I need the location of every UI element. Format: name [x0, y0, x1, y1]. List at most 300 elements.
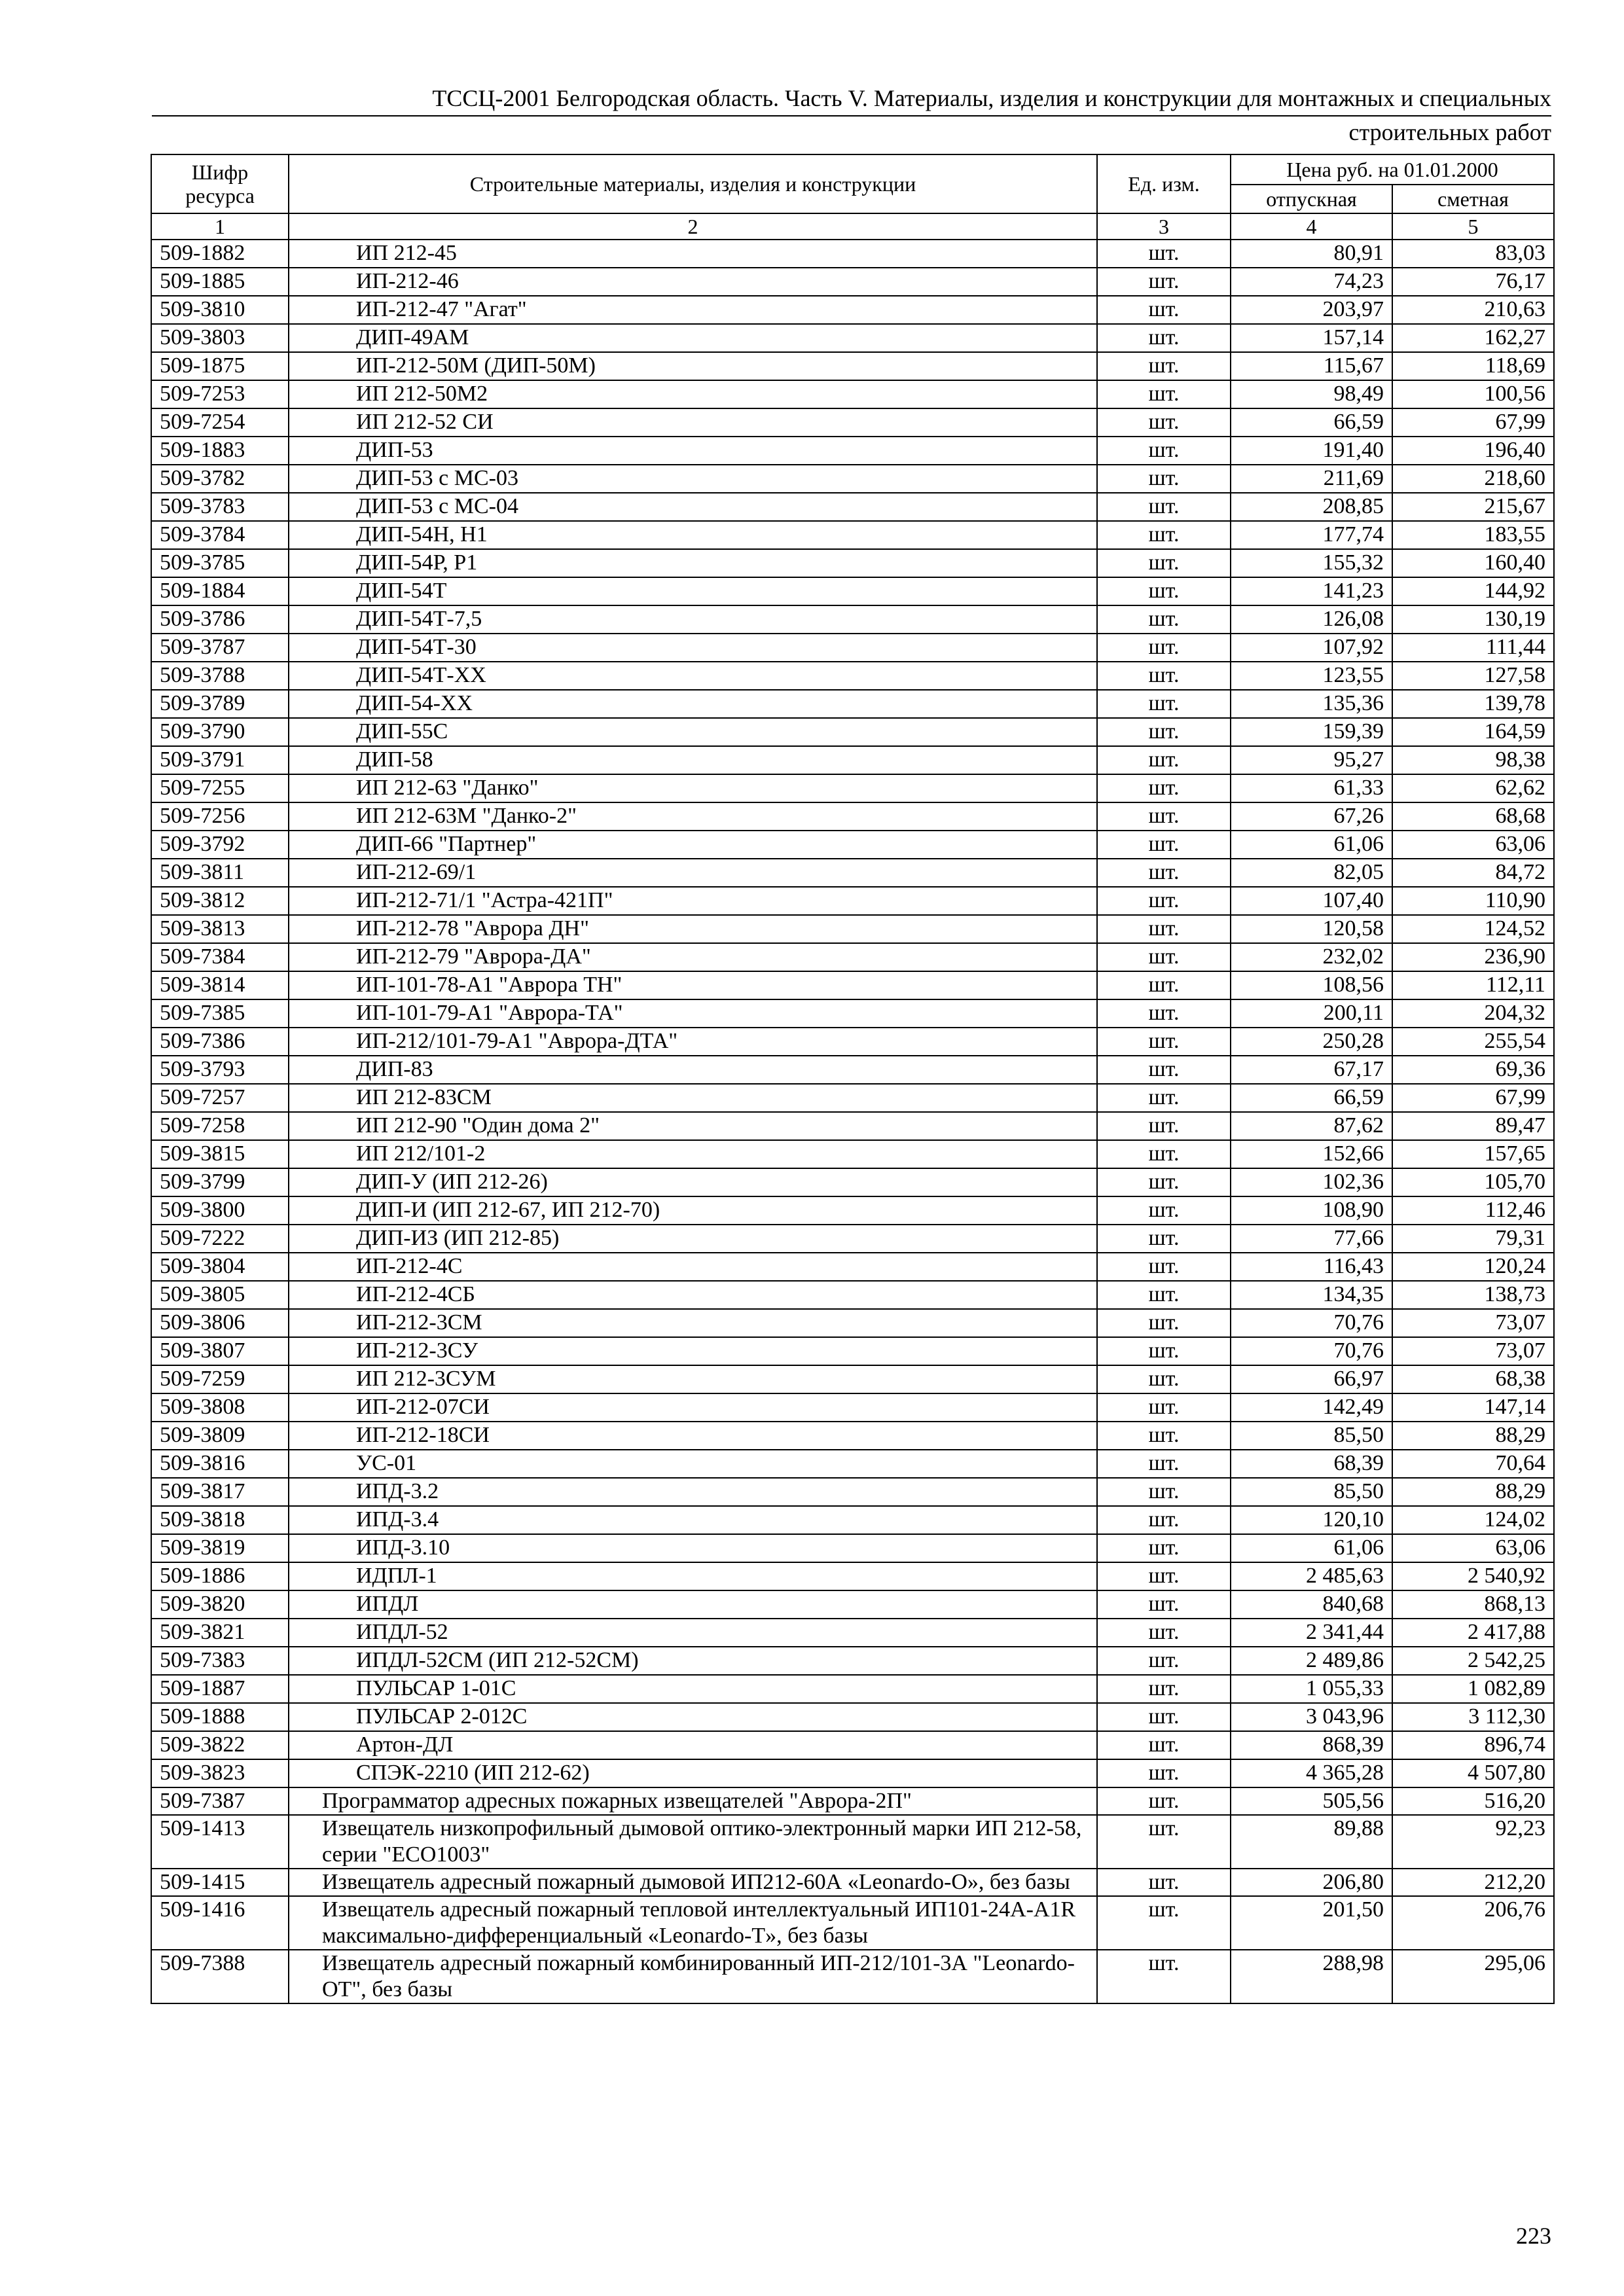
table-row — [151, 1950, 1554, 2003]
table-row — [151, 1422, 1554, 1450]
table-row — [151, 240, 1554, 268]
row-unit: шт. — [1097, 1140, 1231, 1168]
table-row — [151, 1112, 1554, 1140]
row-release-price: 211,69 — [1231, 465, 1392, 493]
row-estimate-price: 68,38 — [1392, 1365, 1554, 1393]
row-name: ДИП-54-ХХ — [289, 690, 1097, 718]
row-release-price: 70,76 — [1231, 1309, 1392, 1337]
row-unit: шт. — [1097, 1675, 1231, 1703]
row-code: 509-7256 — [151, 802, 289, 831]
table-row — [151, 352, 1554, 380]
header-release: отпускная — [1231, 185, 1392, 213]
header-rule — [152, 115, 1551, 117]
row-release-price: 108,90 — [1231, 1196, 1392, 1225]
row-unit: шт. — [1097, 1815, 1231, 1869]
row-release-price: 200,11 — [1231, 999, 1392, 1028]
row-release-price: 177,74 — [1231, 521, 1392, 549]
row-estimate-price: 105,70 — [1392, 1168, 1554, 1196]
row-release-price: 115,67 — [1231, 352, 1392, 380]
row-unit: шт. — [1097, 465, 1231, 493]
price-table — [151, 154, 1555, 2004]
row-code: 509-3816 — [151, 1450, 289, 1478]
row-unit: шт. — [1097, 1253, 1231, 1281]
row-release-price: 120,10 — [1231, 1506, 1392, 1534]
row-code: 509-3788 — [151, 662, 289, 690]
row-unit: шт. — [1097, 1422, 1231, 1450]
table-row — [151, 943, 1554, 971]
row-unit: шт. — [1097, 1112, 1231, 1140]
column-number: 2 — [289, 213, 1097, 240]
row-name: ИП 212-3СУМ — [289, 1365, 1097, 1393]
row-estimate-price: 868,13 — [1392, 1590, 1554, 1619]
row-unit: шт. — [1097, 718, 1231, 746]
row-name: Извещатель низкопрофильный дымовой оптико-электронный марки ИП 212-58, серии "ECO1003" — [289, 1815, 1097, 1869]
row-estimate-price: 139,78 — [1392, 690, 1554, 718]
row-release-price: 98,49 — [1231, 380, 1392, 408]
row-unit: шт. — [1097, 802, 1231, 831]
row-estimate-price: 98,38 — [1392, 746, 1554, 774]
row-name: Программатор адресных пожарных извещателей "Аврора-2П" — [289, 1787, 1097, 1815]
row-code: 509-3792 — [151, 831, 289, 859]
column-number: 1 — [151, 213, 289, 240]
row-release-price: 95,27 — [1231, 746, 1392, 774]
row-name: ИПД-3.10 — [289, 1534, 1097, 1562]
row-estimate-price: 67,99 — [1392, 1084, 1554, 1112]
header-title-line2: строительных работ — [1348, 119, 1551, 145]
row-estimate-price: 138,73 — [1392, 1281, 1554, 1309]
table-row — [151, 1534, 1554, 1562]
row-release-price: 61,06 — [1231, 1534, 1392, 1562]
row-estimate-price: 215,67 — [1392, 493, 1554, 521]
header-price: Цена руб. на 01.01.2000 — [1231, 154, 1554, 185]
row-unit: шт. — [1097, 1337, 1231, 1365]
row-release-price: 191,40 — [1231, 437, 1392, 465]
row-release-price: 107,40 — [1231, 887, 1392, 915]
row-name: ДИП-54Т — [289, 577, 1097, 605]
row-code: 509-7384 — [151, 943, 289, 971]
row-estimate-price: 73,07 — [1392, 1337, 1554, 1365]
row-code: 509-3822 — [151, 1731, 289, 1759]
table-row — [151, 1562, 1554, 1590]
row-unit: шт. — [1097, 1028, 1231, 1056]
row-estimate-price: 896,74 — [1392, 1731, 1554, 1759]
row-code: 509-3810 — [151, 296, 289, 324]
row-unit: шт. — [1097, 1759, 1231, 1787]
row-unit: шт. — [1097, 746, 1231, 774]
row-name: ДИП-И (ИП 212-67, ИП 212-70) — [289, 1196, 1097, 1225]
table-row — [151, 1759, 1554, 1787]
row-unit: шт. — [1097, 1590, 1231, 1619]
table-row — [151, 1815, 1554, 1869]
row-estimate-price: 92,23 — [1392, 1815, 1554, 1869]
row-unit: шт. — [1097, 662, 1231, 690]
row-code: 509-3783 — [151, 493, 289, 521]
row-code: 509-1887 — [151, 1675, 289, 1703]
row-release-price: 135,36 — [1231, 690, 1392, 718]
row-code: 509-1416 — [151, 1896, 289, 1950]
row-estimate-price: 2 417,88 — [1392, 1619, 1554, 1647]
table-row — [151, 465, 1554, 493]
row-code: 509-1415 — [151, 1869, 289, 1896]
row-name: ИП-212-4С — [289, 1253, 1097, 1281]
row-release-price: 2 341,44 — [1231, 1619, 1392, 1647]
row-estimate-price: 2 542,25 — [1392, 1647, 1554, 1675]
row-name: ДИП-54Т-7,5 — [289, 605, 1097, 634]
table-row — [151, 1225, 1554, 1253]
row-code: 509-3786 — [151, 605, 289, 634]
row-code: 509-7385 — [151, 999, 289, 1028]
row-unit: шт. — [1097, 408, 1231, 437]
row-unit: шт. — [1097, 240, 1231, 268]
row-unit: шт. — [1097, 1309, 1231, 1337]
row-name: ДИП-66 "Партнер" — [289, 831, 1097, 859]
table-row — [151, 802, 1554, 831]
row-unit: шт. — [1097, 296, 1231, 324]
row-unit: шт. — [1097, 324, 1231, 352]
row-release-price: 61,06 — [1231, 831, 1392, 859]
row-name: Извещатель адресный пожарный тепловой интеллектуальный ИП101-24А-A1R максимально-дифференциальный «Leonardo-T», без базы — [289, 1896, 1097, 1950]
table-row — [151, 1896, 1554, 1950]
row-estimate-price: 157,65 — [1392, 1140, 1554, 1168]
row-unit: шт. — [1097, 1869, 1231, 1896]
row-code: 509-3803 — [151, 324, 289, 352]
row-estimate-price: 112,11 — [1392, 971, 1554, 999]
row-estimate-price: 110,90 — [1392, 887, 1554, 915]
row-name: ДИП-49АМ — [289, 324, 1097, 352]
row-release-price: 67,17 — [1231, 1056, 1392, 1084]
row-release-price: 159,39 — [1231, 718, 1392, 746]
row-estimate-price: 120,24 — [1392, 1253, 1554, 1281]
row-release-price: 102,36 — [1231, 1168, 1392, 1196]
row-name: ПУЛЬСАР 1-01С — [289, 1675, 1097, 1703]
column-number: 5 — [1392, 213, 1554, 240]
row-release-price: 152,66 — [1231, 1140, 1392, 1168]
row-unit: шт. — [1097, 1950, 1231, 2003]
row-estimate-price: 89,47 — [1392, 1112, 1554, 1140]
row-name: Артон-ДЛ — [289, 1731, 1097, 1759]
row-release-price: 208,85 — [1231, 493, 1392, 521]
row-code: 509-7254 — [151, 408, 289, 437]
row-unit: шт. — [1097, 1731, 1231, 1759]
row-estimate-price: 67,99 — [1392, 408, 1554, 437]
table-row — [151, 887, 1554, 915]
table-row — [151, 1731, 1554, 1759]
row-name: ИП-212-46 — [289, 268, 1097, 296]
row-release-price: 250,28 — [1231, 1028, 1392, 1056]
row-name: ИП 212-63 "Данко" — [289, 774, 1097, 802]
table-row — [151, 1393, 1554, 1422]
row-code: 509-7253 — [151, 380, 289, 408]
row-release-price: 3 043,96 — [1231, 1703, 1392, 1731]
table-row — [151, 1450, 1554, 1478]
row-unit: шт. — [1097, 1506, 1231, 1534]
row-name: ИП-101-79-А1 "Аврора-ТА" — [289, 999, 1097, 1028]
row-name: ИП 212-52 СИ — [289, 408, 1097, 437]
table-row — [151, 915, 1554, 943]
table-row — [151, 549, 1554, 577]
row-unit: шт. — [1097, 437, 1231, 465]
row-name: УС-01 — [289, 1450, 1097, 1478]
row-name: ИПД-3.2 — [289, 1478, 1097, 1506]
row-name: ИПДЛ — [289, 1590, 1097, 1619]
table-row — [151, 605, 1554, 634]
row-estimate-price: 127,58 — [1392, 662, 1554, 690]
row-name: ИП-212/101-79-А1 "Аврора-ДТА" — [289, 1028, 1097, 1056]
row-release-price: 157,14 — [1231, 324, 1392, 352]
row-name: ИП-101-78-А1 "Аврора ТН" — [289, 971, 1097, 999]
page-header — [152, 84, 1551, 147]
row-estimate-price: 88,29 — [1392, 1422, 1554, 1450]
row-code: 509-7387 — [151, 1787, 289, 1815]
row-estimate-price: 3 112,30 — [1392, 1703, 1554, 1731]
row-name: ИП 212-83СМ — [289, 1084, 1097, 1112]
row-code: 509-3817 — [151, 1478, 289, 1506]
table-row — [151, 831, 1554, 859]
row-unit: шт. — [1097, 1787, 1231, 1815]
row-code: 509-3818 — [151, 1506, 289, 1534]
row-code: 509-3819 — [151, 1534, 289, 1562]
row-release-price: 2 485,63 — [1231, 1562, 1392, 1590]
row-estimate-price: 196,40 — [1392, 437, 1554, 465]
row-unit: шт. — [1097, 1196, 1231, 1225]
row-code: 509-3813 — [151, 915, 289, 943]
row-code: 509-3821 — [151, 1619, 289, 1647]
table-row — [151, 634, 1554, 662]
row-name: ДИП-53 с МС-03 — [289, 465, 1097, 493]
row-release-price: 66,97 — [1231, 1365, 1392, 1393]
row-release-price: 120,58 — [1231, 915, 1392, 943]
row-name: ДИП-54Т-30 — [289, 634, 1097, 662]
row-unit: шт. — [1097, 1450, 1231, 1478]
table-row — [151, 662, 1554, 690]
row-estimate-price: 100,56 — [1392, 380, 1554, 408]
table-row — [151, 1869, 1554, 1896]
row-code: 509-3782 — [151, 465, 289, 493]
row-estimate-price: 112,46 — [1392, 1196, 1554, 1225]
row-estimate-price: 68,68 — [1392, 802, 1554, 831]
row-code: 509-3787 — [151, 634, 289, 662]
row-code: 509-7388 — [151, 1950, 289, 2003]
row-estimate-price: 73,07 — [1392, 1309, 1554, 1337]
row-release-price: 505,56 — [1231, 1787, 1392, 1815]
row-unit: шт. — [1097, 493, 1231, 521]
header-name: Строительные материалы, изделия и конструкции — [289, 154, 1097, 213]
row-code: 509-1875 — [151, 352, 289, 380]
table-row — [151, 1281, 1554, 1309]
row-estimate-price: 2 540,92 — [1392, 1562, 1554, 1590]
row-code: 509-3800 — [151, 1196, 289, 1225]
row-release-price: 66,59 — [1231, 408, 1392, 437]
row-name: ДИП-53 — [289, 437, 1097, 465]
row-name: ИП-212-3СМ — [289, 1309, 1097, 1337]
row-code: 509-1884 — [151, 577, 289, 605]
table-row — [151, 1619, 1554, 1647]
table-row — [151, 493, 1554, 521]
table-row — [151, 380, 1554, 408]
table-body — [151, 240, 1554, 2003]
row-estimate-price: 84,72 — [1392, 859, 1554, 887]
row-release-price: 2 489,86 — [1231, 1647, 1392, 1675]
row-name: ПУЛЬСАР 2-012С — [289, 1703, 1097, 1731]
row-release-price: 840,68 — [1231, 1590, 1392, 1619]
row-code: 509-1882 — [151, 240, 289, 268]
row-code: 509-3805 — [151, 1281, 289, 1309]
row-name: ДИП-55С — [289, 718, 1097, 746]
row-unit: шт. — [1097, 1056, 1231, 1084]
column-numbers-row — [151, 213, 1554, 240]
row-code: 509-3789 — [151, 690, 289, 718]
row-estimate-price: 118,69 — [1392, 352, 1554, 380]
row-name: Извещатель адресный пожарный комбинированный ИП-212/101-3А "Leonardo-OT", без базы — [289, 1950, 1097, 2003]
table-row — [151, 1140, 1554, 1168]
row-unit: шт. — [1097, 1084, 1231, 1112]
row-release-price: 201,50 — [1231, 1896, 1392, 1950]
row-name: ИП 212-63М "Данко-2" — [289, 802, 1097, 831]
row-estimate-price: 76,17 — [1392, 268, 1554, 296]
row-name: ИП 212-50М2 — [289, 380, 1097, 408]
row-code: 509-7259 — [151, 1365, 289, 1393]
row-unit: шт. — [1097, 1896, 1231, 1950]
row-name: ИП-212-4СБ — [289, 1281, 1097, 1309]
row-code: 509-3806 — [151, 1309, 289, 1337]
row-name: ИП-212-69/1 — [289, 859, 1097, 887]
row-code: 509-7258 — [151, 1112, 289, 1140]
row-release-price: 87,62 — [1231, 1112, 1392, 1140]
row-release-price: 126,08 — [1231, 605, 1392, 634]
row-unit: шт. — [1097, 1168, 1231, 1196]
row-estimate-price: 70,64 — [1392, 1450, 1554, 1478]
row-code: 509-1413 — [151, 1815, 289, 1869]
row-estimate-price: 162,27 — [1392, 324, 1554, 352]
row-release-price: 116,43 — [1231, 1253, 1392, 1281]
row-release-price: 89,88 — [1231, 1815, 1392, 1869]
table-row — [151, 1253, 1554, 1281]
table-row — [151, 999, 1554, 1028]
table-row — [151, 1647, 1554, 1675]
row-name: ИП-212-50М (ДИП-50М) — [289, 352, 1097, 380]
row-code: 509-1886 — [151, 1562, 289, 1590]
row-name: ИП-212-79 "Аврора-ДА" — [289, 943, 1097, 971]
row-estimate-price: 69,36 — [1392, 1056, 1554, 1084]
row-unit: шт. — [1097, 831, 1231, 859]
row-release-price: 868,39 — [1231, 1731, 1392, 1759]
table-row — [151, 1590, 1554, 1619]
row-estimate-price: 130,19 — [1392, 605, 1554, 634]
row-estimate-price: 236,90 — [1392, 943, 1554, 971]
row-release-price: 141,23 — [1231, 577, 1392, 605]
row-name: ДИП-ИЗ (ИП 212-85) — [289, 1225, 1097, 1253]
row-release-price: 80,91 — [1231, 240, 1392, 268]
row-estimate-price: 124,02 — [1392, 1506, 1554, 1534]
row-unit: шт. — [1097, 549, 1231, 577]
table-row — [151, 577, 1554, 605]
row-estimate-price: 88,29 — [1392, 1478, 1554, 1506]
table-row — [151, 324, 1554, 352]
row-estimate-price: 147,14 — [1392, 1393, 1554, 1422]
row-estimate-price: 124,52 — [1392, 915, 1554, 943]
row-code: 509-7383 — [151, 1647, 289, 1675]
row-release-price: 67,26 — [1231, 802, 1392, 831]
row-estimate-price: 4 507,80 — [1392, 1759, 1554, 1787]
row-name: ИП-212-47 "Агат" — [289, 296, 1097, 324]
row-name: ДИП-58 — [289, 746, 1097, 774]
row-code: 509-3804 — [151, 1253, 289, 1281]
row-estimate-price: 164,59 — [1392, 718, 1554, 746]
table-row — [151, 296, 1554, 324]
row-code: 509-1888 — [151, 1703, 289, 1731]
row-code: 509-1883 — [151, 437, 289, 465]
row-release-price: 206,80 — [1231, 1869, 1392, 1896]
row-estimate-price: 63,06 — [1392, 1534, 1554, 1562]
table-row — [151, 1028, 1554, 1056]
row-code: 509-3811 — [151, 859, 289, 887]
row-release-price: 82,05 — [1231, 859, 1392, 887]
column-number: 3 — [1097, 213, 1231, 240]
table-row — [151, 1365, 1554, 1393]
row-unit: шт. — [1097, 887, 1231, 915]
row-release-price: 68,39 — [1231, 1450, 1392, 1478]
row-code: 509-3808 — [151, 1393, 289, 1422]
row-name: Извещатель адресный пожарный дымовой ИП212-60А «Leonardo-O», без базы — [289, 1869, 1097, 1896]
row-release-price: 288,98 — [1231, 1950, 1392, 2003]
row-code: 509-7255 — [151, 774, 289, 802]
row-code: 509-1885 — [151, 268, 289, 296]
table-row — [151, 971, 1554, 999]
table-row — [151, 1787, 1554, 1815]
table-row — [151, 690, 1554, 718]
row-unit: шт. — [1097, 521, 1231, 549]
row-estimate-price: 83,03 — [1392, 240, 1554, 268]
row-unit: шт. — [1097, 1393, 1231, 1422]
row-release-price: 203,97 — [1231, 296, 1392, 324]
row-estimate-price: 160,40 — [1392, 549, 1554, 577]
row-name: ИДПЛ-1 — [289, 1562, 1097, 1590]
row-estimate-price: 255,54 — [1392, 1028, 1554, 1056]
row-name: ИП 212-45 — [289, 240, 1097, 268]
table-row — [151, 718, 1554, 746]
row-code: 509-3784 — [151, 521, 289, 549]
row-name: ИПДЛ-52СМ (ИП 212-52СМ) — [289, 1647, 1097, 1675]
row-name: ИП-212-07СИ — [289, 1393, 1097, 1422]
row-unit: шт. — [1097, 915, 1231, 943]
row-unit: шт. — [1097, 1619, 1231, 1647]
row-code: 509-3791 — [151, 746, 289, 774]
page-number: 223 — [1516, 2223, 1551, 2249]
row-release-price: 232,02 — [1231, 943, 1392, 971]
row-unit: шт. — [1097, 634, 1231, 662]
row-release-price: 70,76 — [1231, 1337, 1392, 1365]
row-unit: шт. — [1097, 943, 1231, 971]
row-estimate-price: 218,60 — [1392, 465, 1554, 493]
row-code: 509-7386 — [151, 1028, 289, 1056]
row-name: ИП-212-3СУ — [289, 1337, 1097, 1365]
row-unit: шт. — [1097, 1478, 1231, 1506]
table-row — [151, 1506, 1554, 1534]
row-estimate-price: 295,06 — [1392, 1950, 1554, 2003]
row-estimate-price: 516,20 — [1392, 1787, 1554, 1815]
row-release-price: 77,66 — [1231, 1225, 1392, 1253]
row-name: ДИП-54Т-ХХ — [289, 662, 1097, 690]
row-code: 509-3790 — [151, 718, 289, 746]
table-row — [151, 1675, 1554, 1703]
row-estimate-price: 212,20 — [1392, 1869, 1554, 1896]
row-code: 509-3793 — [151, 1056, 289, 1084]
row-unit: шт. — [1097, 1281, 1231, 1309]
row-unit: шт. — [1097, 605, 1231, 634]
table-row — [151, 408, 1554, 437]
row-release-price: 1 055,33 — [1231, 1675, 1392, 1703]
row-name: ИП-212-18СИ — [289, 1422, 1097, 1450]
